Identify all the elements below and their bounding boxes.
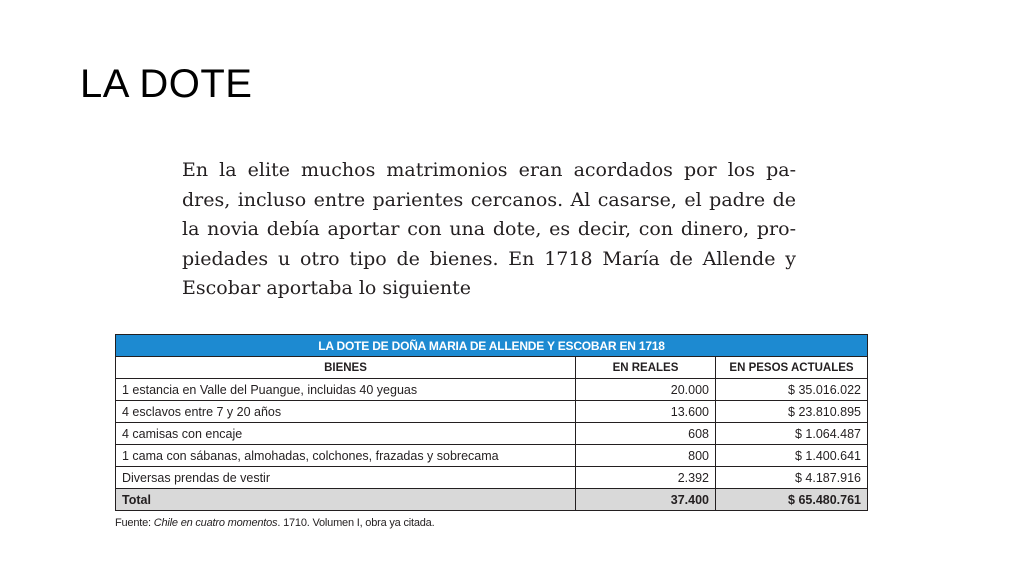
source-title: Chile en cuatro momentos	[153, 517, 278, 529]
column-header-pesos: EN PESOS ACTUALES	[716, 357, 868, 379]
column-header-reales: EN REALES	[576, 357, 716, 379]
cell-bien: 1 estancia en Valle del Puangue, incluidas 40 yeguas	[116, 379, 576, 401]
total-row	[116, 489, 868, 511]
slide-title: LA DOTE	[80, 62, 253, 106]
table-row	[116, 423, 868, 445]
source-prefix: Fuente:	[115, 517, 154, 529]
dote-table-container	[115, 334, 867, 529]
cell-pesos: $ 1.400.641	[716, 445, 868, 467]
total-reales: 37.400	[576, 489, 716, 511]
cell-reales: 13.600	[576, 401, 716, 423]
paragraph-line: dres, incluso entre parientes cercanos. Al casarse, el padre de	[182, 188, 796, 211]
table-row	[116, 445, 868, 467]
cell-pesos: $ 1.064.487	[716, 423, 868, 445]
source-suffix: . 1710. Volumen I, obra ya citada.	[277, 517, 435, 529]
cell-bien: Diversas prendas de vestir	[116, 467, 576, 489]
table-row	[116, 467, 868, 489]
dote-table	[115, 334, 868, 511]
total-pesos: $ 65.480.761	[716, 489, 868, 511]
cell-pesos: $ 35.016.022	[716, 379, 868, 401]
paragraph-line: En la elite muchos matrimonios eran acordados por los pa-	[182, 159, 796, 181]
cell-reales: 800	[576, 445, 716, 467]
table-row	[116, 401, 868, 423]
table-row	[116, 379, 868, 401]
cell-bien: 4 camisas con encaje	[116, 423, 576, 445]
cell-pesos: $ 23.810.895	[716, 401, 868, 423]
cell-pesos: $ 4.187.916	[716, 467, 868, 489]
column-header-bienes: BIENES	[116, 357, 576, 379]
total-label: Total	[116, 489, 576, 511]
paragraph-line: la novia debía aportar con una dote, es decir, con dinero, pro-	[182, 218, 796, 240]
intro-paragraph	[182, 156, 796, 304]
cell-reales: 2.392	[576, 467, 716, 489]
table-title: LA DOTE DE DOÑA MARIA DE ALLENDE Y ESCOBAR EN 1718	[116, 335, 868, 357]
cell-bien: 1 cama con sábanas, almohadas, colchones, frazadas y sobrecama	[116, 445, 576, 467]
cell-bien: 4 esclavos entre 7 y 20 años	[116, 401, 576, 423]
source-note	[115, 517, 867, 529]
table-header-row	[116, 357, 868, 379]
paragraph-line: Escobar aportaba lo siguiente	[182, 277, 472, 299]
cell-reales: 608	[576, 423, 716, 445]
table-title-row	[116, 335, 868, 357]
cell-reales: 20.000	[576, 379, 716, 401]
paragraph-line: piedades u otro tipo de bienes. En 1718 María de Allende y	[182, 247, 796, 270]
